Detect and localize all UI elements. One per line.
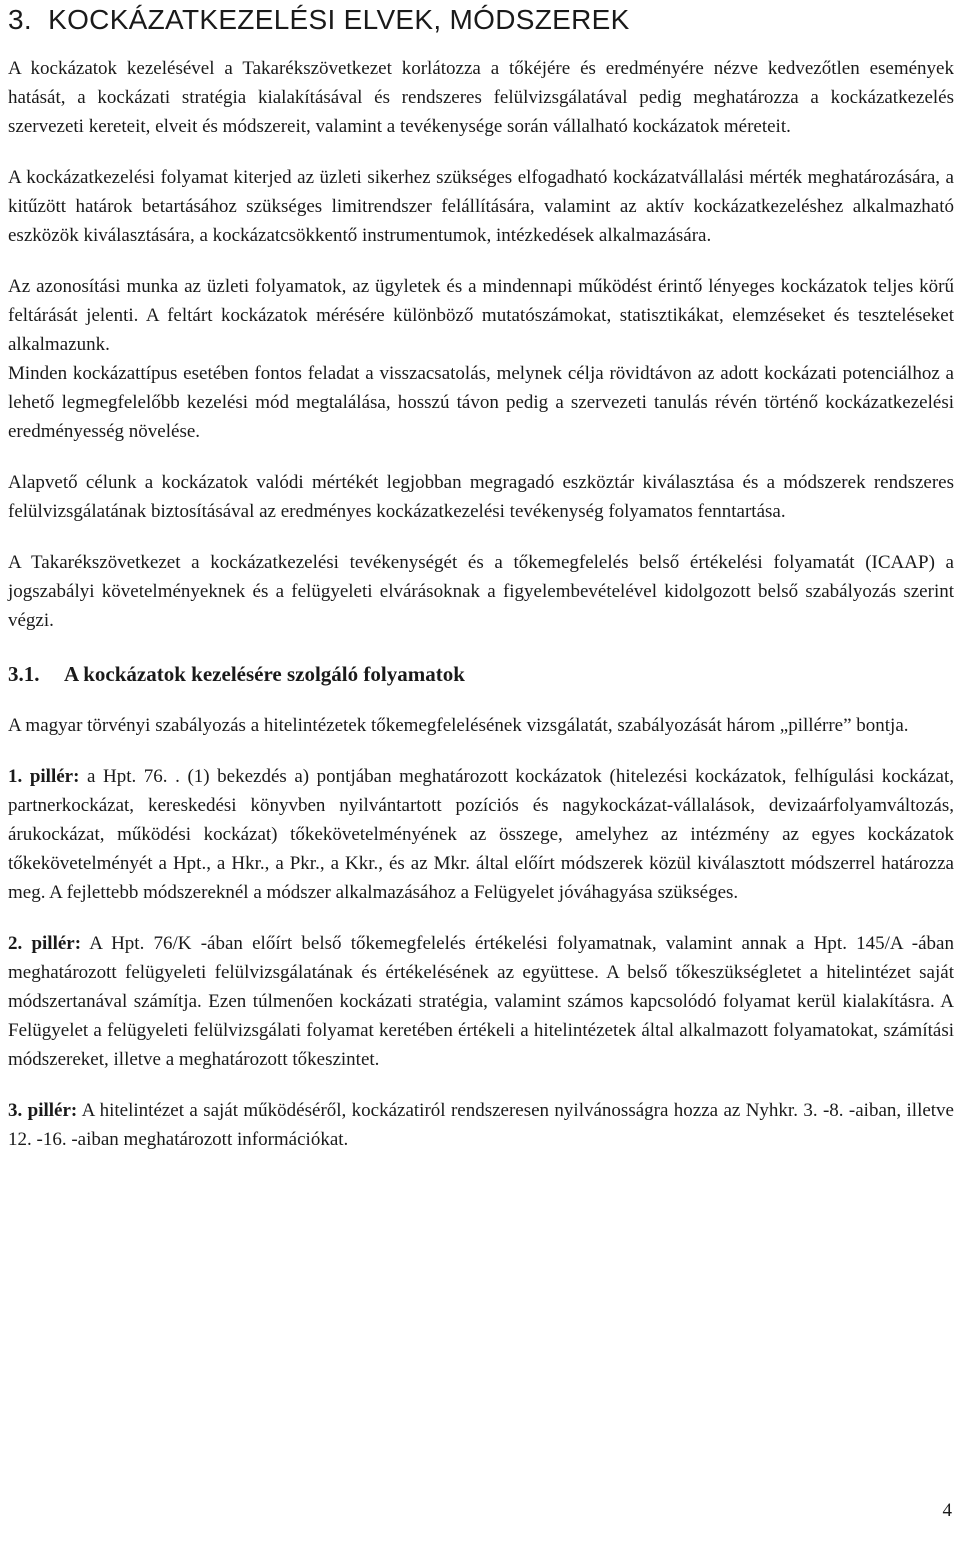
paragraph-icaap: A Takarékszövetkezet a kockázatkezelési tevékenységét és a tőkemegfelelés belső értékelési folyamatát (ICAAP) a jogszabályi követelményeknek és a felügyeleti elvárásoknak a figyelembevételével kidolgozott belső szabályozás szerint végzi. xyxy=(8,552,954,631)
section-number: 3. xyxy=(8,4,32,35)
section-title: KOCKÁZATKEZELÉSI ELVEK, MÓDSZEREK xyxy=(48,4,630,35)
pillar-1 xyxy=(8,762,954,907)
paragraph-goal: Alapvető célunk a kockázatok valódi mértékét legjobban megragadó eszköztár kiválasztása és a módszerek rendszeres felülvizsgálatának biztosításával az eredményes kockázatkezelési tevékenység folyamatos fenntartása. xyxy=(8,472,954,522)
paragraph-pillars-intro: A magyar törvényi szabályozás a hitelintézetek tőkemegfelelésének vizsgálatát, szabályozását három „pillérre” bontja. xyxy=(8,715,909,736)
subsection-heading xyxy=(8,659,954,689)
paragraph-process: A kockázatkezelési folyamat kiterjed az üzleti sikerhez szükséges elfogadható kockázatvállalási mérték meghatározására, a kitűzött határok betartásához szükséges limitrendszer felállítására, valamint az aktív kockázatkezeléshez alkalmazható eszközök kiválasztására, a kockázatcsökkentő instrumentumok, intézkedések alkalmazására. xyxy=(8,167,954,246)
page-number: 4 xyxy=(942,1500,952,1521)
document-page xyxy=(8,0,954,1154)
paragraph-identification: Az azonosítási munka az üzleti folyamatok, az ügyletek és a mindennapi működést érintő lényeges kockázatok teljes körű feltárását jelenti. A feltárt kockázatok mérésére különböző mutatószámokat, statisztikákat, elemzéseket és teszteléseket alkalmazunk. xyxy=(8,276,954,355)
subsection-number: 3.1. xyxy=(8,662,40,686)
pillar-2-label: 2. pillér: xyxy=(8,933,82,954)
subsection-title: A kockázatok kezelésére szolgáló folyamatok xyxy=(64,662,465,686)
pillar-2-text: A Hpt. 76/K -ában előírt belső tőkemegfelelés értékelési folyamatnak, valamint annak a Hpt. 145/A -ában meghatározott felügyeleti felülvizsgálatának és értékelésének az együttese. A belső tőkeszükségletet a hitelintézet saját módszertanával számítja. Ezen túlmenően kockázati stratégia, valamint számos kapcsolódó folyamat kerül kialakításra. A Felügyelet a felügyeleti felülvizsgálati folyamat keretében értékeli a hitelintézetek által alkalmazott folyamatokat, számítási módszereket, illetve a meghatározott tőkeszintet. xyxy=(8,933,954,1070)
section-heading xyxy=(8,0,954,38)
pillar-3-text: A hitelintézet a saját működéséről, kockázatiról rendszeresen nyilvánosságra hozza az Nyhkr. 3. -8. -aiban, illetve 12. -16. -aiban meghatározott információkat. xyxy=(8,1100,954,1150)
pillar-1-label: 1. pillér: xyxy=(8,766,80,787)
pillar-3-label: 3. pillér: xyxy=(8,1100,78,1121)
paragraph-intro: A kockázatok kezelésével a Takarékszövetkezet korlátozza a tőkéjére és eredményére nézve kedvezőtlen események hatását, a kockázati stratégia kialakításával és rendszeres felülvizsgálatával pedig meghatározza a kockázatkezelés szervezeti kereteit, elveit és módszereit, valamint a tevékenysége során vállalható kockázatok méreteit. xyxy=(8,58,954,137)
pillar-1-text: a Hpt. 76. . (1) bekezdés a) pontjában meghatározott kockázatok (hitelezési kockázatok, felhígulási kockázat, partnerkockázat, kereskedési könyvben nyilvántartott pozíciós és nagykockázat-vállalások, devizaárfolyamváltozás, árukockázat, működési kockázat) tőkekövetelményének az összege, amelyhez az intézmény az egyes kockázatok tőkekövetelményét a Hpt., a Hkr., a Pkr., a Kkr., és az Mkr. által előírt módszerek közül kiválasztott módszerrel határozza meg. A fejlettebb módszereknél a módszer alkalmazásához a Felügyelet jóváhagyása szükséges. xyxy=(8,766,954,903)
pillar-3 xyxy=(8,1096,954,1154)
pillar-2 xyxy=(8,929,954,1074)
paragraph-feedback: Minden kockázattípus esetében fontos feladat a visszacsatolás, melynek célja rövidtávon az adott kockázati potenciálhoz a lehető legmegfelelőbb kezelési mód megtalálása, hosszú távon pedig a szervezeti tanulás révén történő kockázatkezelési eredményesség növelése. xyxy=(8,363,954,442)
